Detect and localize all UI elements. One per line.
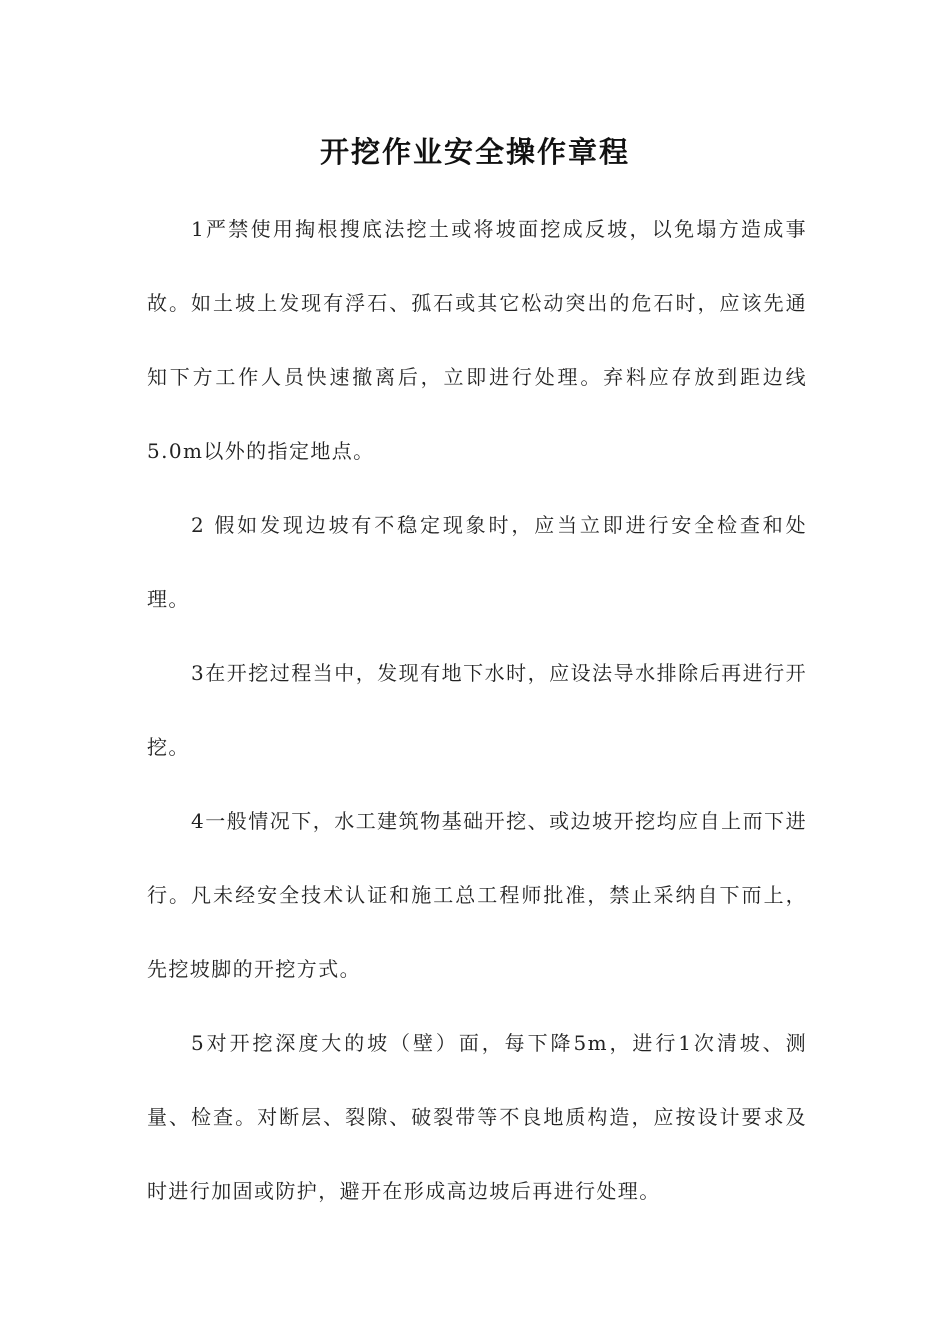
document-title: 开挖作业安全操作章程 xyxy=(319,135,630,169)
paragraph-5: 5对开挖深度大的坡（壁）面，每下降5m，进行1次清坡、测量、检查。对断层、裂隙、破裂带等不良地质构造，应按设计要求及时进行加固或防护，避开在形成高边坡后再进行处理。 xyxy=(147,1031,807,1203)
paragraph-3: 3在开挖过程当中，发现有地下水时，应设法导水排除后再进行开挖。 xyxy=(147,661,807,759)
paragraph-4: 4一般情况下，水工建筑物基础开挖、或边坡开挖均应自上而下进行。凡未经安全技术认证和施工总工程师批准，禁止采纳自下而上，先挖坡脚的开挖方式。 xyxy=(147,809,807,981)
paragraph-2: 2 假如发现边坡有不稳定现象时，应当立即进行安全检查和处理。 xyxy=(147,513,807,611)
document-body xyxy=(147,192,807,1228)
paragraph-1: 1严禁使用掏根搜底法挖土或将坡面挖成反坡，以免塌方造成事故。如土坡上发现有浮石、孤石或其它松动突出的危石时，应该先通知下方工作人员快速撤离后，立即进行处理。弃料应存放到距边线5.0m以外的指定地点。 xyxy=(147,217,807,463)
